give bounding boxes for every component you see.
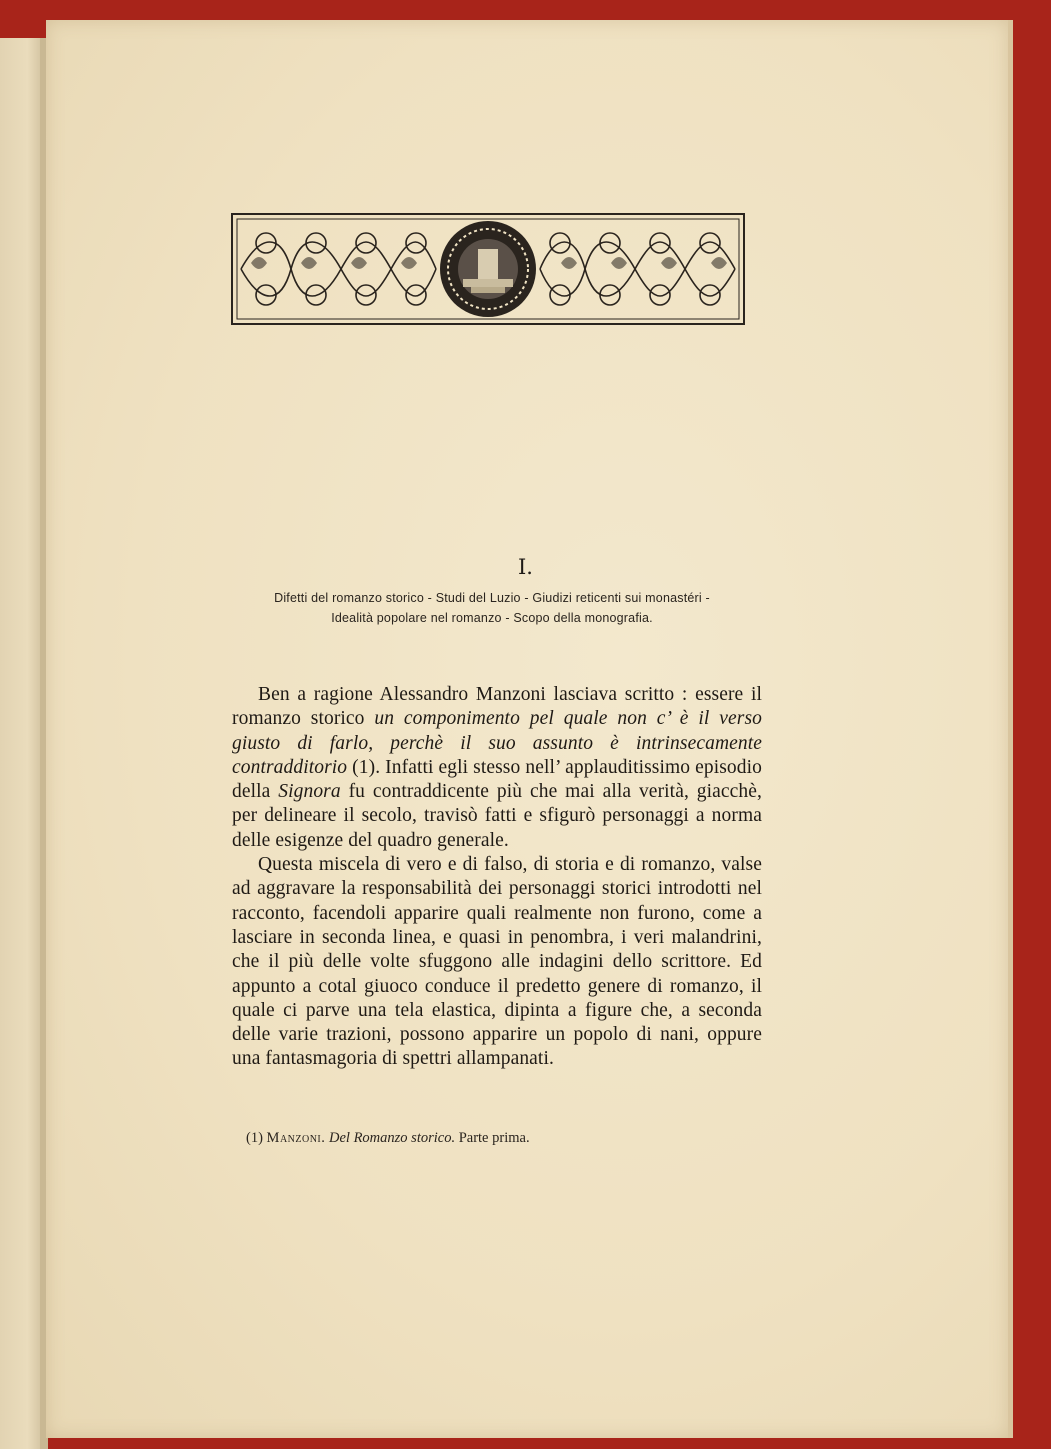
footnote-marker: (1) (246, 1130, 263, 1146)
body-text (232, 683, 762, 1072)
footnote (246, 1130, 766, 1147)
summary-line: Difetti del romanzo storico - Studi del Luzio - Giudizi reticenti sui monastéri - (274, 591, 710, 605)
signora-title: Signora (278, 781, 341, 803)
footnote-title: Del Romanzo storico. (329, 1130, 456, 1146)
paragraph-2: Questa miscela di vero e di falso, di storia e di romanzo, valse ad aggravare la responsabilità dei personaggi storici introdotti nel racconto, facendoli apparire quali realmente non furono, come a lasciare in seconda linea, e quasi in penombra, i veri malandrini, che il più delle volte sfuggono alle indagini dello scrittore. Ed appunto a cotal giuoco conduce il predetto genere di romanzo, il quale ci parve una tela elastica, dipinta a figure che, a seconda delle varie trazioni, possono apparire un popolo di nani, oppure una fantasmagoria di spettri allampanati. (232, 854, 762, 1070)
chapter-number: I. (518, 555, 533, 579)
manzoni-quote: un componimento pel quale non c’ è il verso giusto di farlo, perchè il suo assunto è intrinsecamente contradditorio (232, 708, 762, 778)
chapter-summary (232, 588, 752, 628)
text-run: (1). Infatti egli stesso nell’ applauditissimo episodio della (232, 756, 762, 803)
ornamental-headpiece (231, 213, 745, 325)
footnote-rest: Parte prima. (458, 1130, 530, 1146)
text-run: Ben a ragione Alessandro Manzoni lasciava scritto : essere il romanzo storico (232, 684, 762, 730)
summary-line: Idealità popolare nel romanzo - Scopo della monografia. (331, 611, 653, 625)
text-run: fu contraddicente più che mai alla verità, giacchè, per delineare il secolo, travisò fatti e sfigurò personaggi a norma delle esigenze del quadro generale. (232, 781, 762, 851)
paragraph-1 (232, 683, 762, 853)
footnote-author: Manzoni. (266, 1130, 326, 1146)
